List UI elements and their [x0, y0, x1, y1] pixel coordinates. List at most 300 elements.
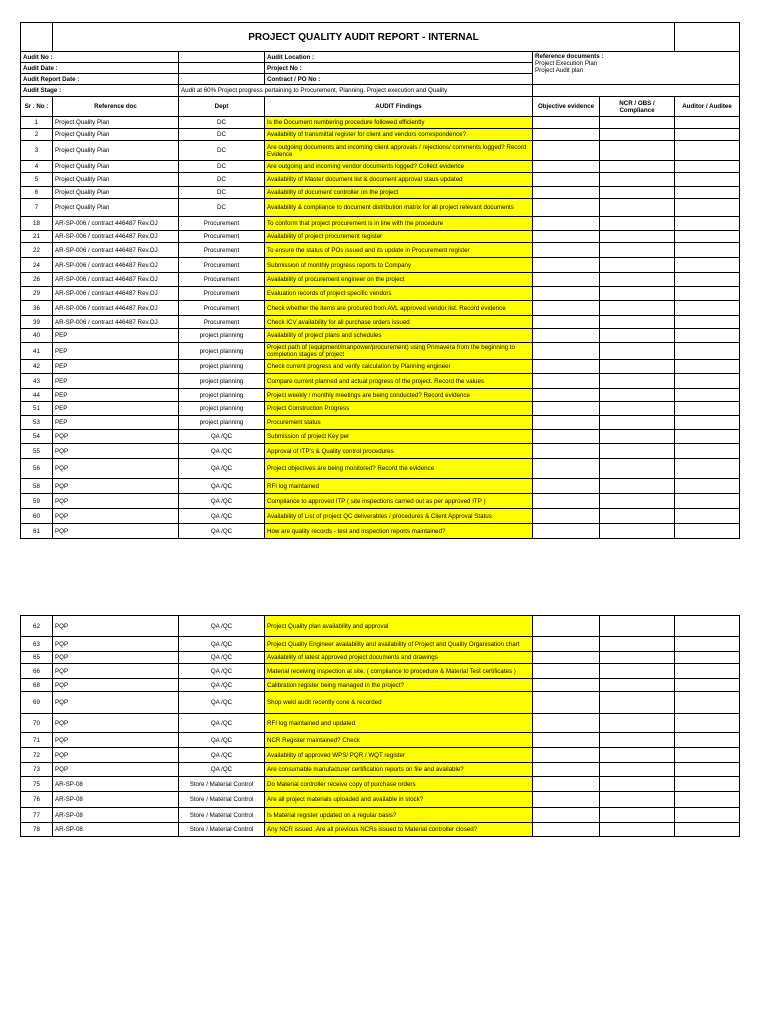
- row-reference: PEP: [53, 389, 179, 402]
- row-audit-finding: To conform that project procurement is in line with the procedure: [265, 217, 533, 231]
- row-auditor: [675, 792, 740, 808]
- row-objective-evidence: [533, 777, 600, 792]
- row-ncr-status: [600, 173, 675, 187]
- column-header-auditor: Auditor / Auditee: [675, 97, 740, 117]
- row-objective-evidence: [533, 664, 600, 679]
- row-sr-no: 21: [21, 231, 53, 243]
- table-row: [21, 416, 740, 430]
- row-ncr-status: [600, 479, 675, 494]
- row-dept: Store / Material Control: [179, 777, 265, 792]
- table-row: [21, 652, 740, 664]
- row-objective-evidence: [533, 637, 600, 652]
- table-row: [21, 714, 740, 733]
- row-ncr-status: [600, 141, 675, 161]
- row-ncr-status: [600, 389, 675, 402]
- row-sr-no: 62: [21, 616, 53, 637]
- table-row: [21, 316, 740, 329]
- row-ncr-status: [600, 301, 675, 316]
- row-sr-no: 53: [21, 416, 53, 430]
- row-reference: PQP: [53, 444, 179, 459]
- row-dept: DC: [179, 141, 265, 161]
- row-dept: Store / Material Control: [179, 808, 265, 823]
- row-reference: PEP: [53, 416, 179, 430]
- row-auditor: [675, 217, 740, 231]
- row-reference: PQP: [53, 430, 179, 444]
- row-sr-no: 4: [21, 161, 53, 173]
- row-reference: AR-SP-006 / contract 446487 Rev.OJ: [53, 287, 179, 301]
- table-row: [21, 792, 740, 808]
- row-audit-finding: To ensure the status of POs issued and its update in Procurement register: [265, 243, 533, 258]
- row-reference: Project Quality Plan: [53, 161, 179, 173]
- row-auditor: [675, 509, 740, 524]
- row-dept: Procurement: [179, 243, 265, 258]
- audit-no-label: Audit No :: [21, 52, 179, 63]
- row-sr-no: 71: [21, 733, 53, 748]
- row-sr-no: 59: [21, 494, 53, 509]
- table-row: [21, 430, 740, 444]
- row-auditor: [675, 777, 740, 792]
- row-dept: QA /QC: [179, 692, 265, 714]
- row-auditor: [675, 329, 740, 343]
- row-audit-finding: Availability of project plans and schedules: [265, 329, 533, 343]
- row-objective-evidence: [533, 509, 600, 524]
- row-audit-finding: Availability & compliance to document distribution matrix for all project relevant documents: [265, 199, 533, 217]
- table-row: [21, 459, 740, 479]
- row-objective-evidence: [533, 524, 600, 539]
- row-objective-evidence: [533, 301, 600, 316]
- row-audit-finding: Evaluation records of project specific vendors: [265, 287, 533, 301]
- row-dept: QA /QC: [179, 714, 265, 733]
- row-ncr-status: [600, 231, 675, 243]
- row-dept: QA /QC: [179, 430, 265, 444]
- row-ncr-status: [600, 664, 675, 679]
- row-audit-finding: Availability of procurement engineer on the project: [265, 273, 533, 287]
- row-sr-no: 6: [21, 187, 53, 199]
- row-audit-finding: Project weekly / monthly meetings are being conducted? Record evidence: [265, 389, 533, 402]
- row-audit-finding: Availability of List of project QC deliverables / procedures & Client Approval Status: [265, 509, 533, 524]
- row-reference: PQP: [53, 733, 179, 748]
- row-sr-no: 60: [21, 509, 53, 524]
- row-reference: PQP: [53, 714, 179, 733]
- row-auditor: [675, 679, 740, 692]
- row-dept: project planning: [179, 374, 265, 389]
- row-dept: QA /QC: [179, 748, 265, 763]
- row-sr-no: 72: [21, 748, 53, 763]
- row-reference: PQP: [53, 652, 179, 664]
- title-right-cell: [675, 23, 740, 52]
- row-auditor: [675, 430, 740, 444]
- table-row: [21, 402, 740, 416]
- table-row: [21, 616, 740, 637]
- row-ncr-status: [600, 316, 675, 329]
- row-dept: Store / Material Control: [179, 823, 265, 837]
- row-objective-evidence: [533, 161, 600, 173]
- row-auditor: [675, 416, 740, 430]
- contract-po-label: Contract / PO No :: [265, 74, 533, 85]
- row-ncr-status: [600, 329, 675, 343]
- row-auditor: [675, 402, 740, 416]
- row-ncr-status: [600, 823, 675, 837]
- row-sr-no: 56: [21, 459, 53, 479]
- table-row: [21, 329, 740, 343]
- table-row: [21, 258, 740, 273]
- row-dept: Procurement: [179, 316, 265, 329]
- row-auditor: [675, 494, 740, 509]
- row-dept: DC: [179, 161, 265, 173]
- row-sr-no: 65: [21, 652, 53, 664]
- table-row: [21, 301, 740, 316]
- row-auditor: [675, 637, 740, 652]
- table-row: [21, 217, 740, 231]
- row-objective-evidence: [533, 430, 600, 444]
- row-sr-no: 63: [21, 637, 53, 652]
- row-dept: QA /QC: [179, 637, 265, 652]
- row-sr-no: 2: [21, 129, 53, 141]
- row-audit-finding: Availability of approved WPS/ PQR / WQT register: [265, 748, 533, 763]
- column-header-dept: Dept: [179, 97, 265, 117]
- row-ncr-status: [600, 763, 675, 777]
- row-objective-evidence: [533, 389, 600, 402]
- row-ncr-status: [600, 714, 675, 733]
- row-objective-evidence: [533, 258, 600, 273]
- row-ncr-status: [600, 777, 675, 792]
- row-reference: PQP: [53, 459, 179, 479]
- row-sr-no: 40: [21, 329, 53, 343]
- row-audit-finding: Availability of Master document list & document approval staus updated: [265, 173, 533, 187]
- row-objective-evidence: [533, 199, 600, 217]
- row-reference: PEP: [53, 360, 179, 374]
- row-auditor: [675, 231, 740, 243]
- row-objective-evidence: [533, 823, 600, 837]
- row-objective-evidence: [533, 479, 600, 494]
- table-row: [21, 823, 740, 837]
- row-reference: Project Quality Plan: [53, 199, 179, 217]
- table-row: [21, 494, 740, 509]
- row-sr-no: 41: [21, 343, 53, 360]
- row-auditor: [675, 343, 740, 360]
- row-dept: project planning: [179, 416, 265, 430]
- row-reference: PQP: [53, 524, 179, 539]
- row-dept: Procurement: [179, 231, 265, 243]
- row-ncr-status: [600, 444, 675, 459]
- row-audit-finding: Availability of project procurement register: [265, 231, 533, 243]
- row-auditor: [675, 524, 740, 539]
- row-audit-finding: Are outgoing documents and incoming client approvals / rejections/ comments logged? Record Evidence: [265, 141, 533, 161]
- audit-rows-page-2: [21, 616, 740, 837]
- row-dept: QA /QC: [179, 652, 265, 664]
- row-objective-evidence: [533, 343, 600, 360]
- row-dept: project planning: [179, 329, 265, 343]
- row-audit-finding: Compare current planned and actual progress of the project. Record the values: [265, 374, 533, 389]
- row-auditor: [675, 479, 740, 494]
- row-ncr-status: [600, 430, 675, 444]
- table-row: [21, 637, 740, 652]
- row-objective-evidence: [533, 374, 600, 389]
- row-reference: Project Quality Plan: [53, 129, 179, 141]
- row-ncr-status: [600, 187, 675, 199]
- row-sr-no: 22: [21, 243, 53, 258]
- table-row: [21, 187, 740, 199]
- row-dept: DC: [179, 187, 265, 199]
- row-dept: Procurement: [179, 301, 265, 316]
- row-objective-evidence: [533, 459, 600, 479]
- row-audit-finding: NCR Register maintained? Check: [265, 733, 533, 748]
- table-row: [21, 777, 740, 792]
- audit-location-label: Audit Location :: [265, 52, 533, 63]
- table-row: [21, 479, 740, 494]
- row-dept: Procurement: [179, 217, 265, 231]
- row-ncr-status: [600, 161, 675, 173]
- audit-stage-blank: [533, 85, 740, 97]
- row-objective-evidence: [533, 316, 600, 329]
- row-sr-no: 36: [21, 301, 53, 316]
- row-sr-no: 73: [21, 763, 53, 777]
- title-left-cell: [21, 23, 53, 52]
- row-auditor: [675, 316, 740, 329]
- row-audit-finding: RFI log maintained and updated: [265, 714, 533, 733]
- row-reference: PQP: [53, 748, 179, 763]
- row-objective-evidence: [533, 217, 600, 231]
- row-ncr-status: [600, 199, 675, 217]
- row-sr-no: 78: [21, 823, 53, 837]
- row-objective-evidence: [533, 733, 600, 748]
- row-sr-no: 61: [21, 524, 53, 539]
- table-row: [21, 509, 740, 524]
- row-ncr-status: [600, 258, 675, 273]
- row-audit-finding: Check whether the items are procured from AVL approved vendor list. Record evidence: [265, 301, 533, 316]
- row-sr-no: 69: [21, 692, 53, 714]
- row-ncr-status: [600, 129, 675, 141]
- row-auditor: [675, 389, 740, 402]
- row-auditor: [675, 243, 740, 258]
- row-auditor: [675, 374, 740, 389]
- row-objective-evidence: [533, 748, 600, 763]
- row-dept: project planning: [179, 360, 265, 374]
- table-row: [21, 374, 740, 389]
- row-dept: DC: [179, 129, 265, 141]
- row-audit-finding: Project path of (equipment/manpower/procurement) using Primavera from the beginning to completion stages of project: [265, 343, 533, 360]
- row-audit-finding: Procurement status: [265, 416, 533, 430]
- row-sr-no: 66: [21, 664, 53, 679]
- row-reference: AR-SP-08: [53, 792, 179, 808]
- column-header-sr-no: Sr . No :: [21, 97, 53, 117]
- row-objective-evidence: [533, 360, 600, 374]
- row-auditor: [675, 129, 740, 141]
- row-ncr-status: [600, 616, 675, 637]
- row-auditor: [675, 161, 740, 173]
- row-audit-finding: Project Quality plan availability and approval: [265, 616, 533, 637]
- row-reference: AR-SP-006 / contract 446487 Rev.OJ: [53, 273, 179, 287]
- row-reference: PQP: [53, 616, 179, 637]
- row-sr-no: 3: [21, 141, 53, 161]
- row-reference: PEP: [53, 402, 179, 416]
- row-auditor: [675, 808, 740, 823]
- audit-date-label: Audit Date :: [21, 63, 179, 74]
- row-auditor: [675, 714, 740, 733]
- row-audit-finding: Project objectives are being monitored? Record the evidence: [265, 459, 533, 479]
- row-dept: DC: [179, 173, 265, 187]
- row-objective-evidence: [533, 494, 600, 509]
- row-reference: PQP: [53, 763, 179, 777]
- row-sr-no: 58: [21, 479, 53, 494]
- row-dept: QA /QC: [179, 664, 265, 679]
- row-audit-finding: Are outgoing and incoming vendor documents logged? Collect evidence: [265, 161, 533, 173]
- row-objective-evidence: [533, 141, 600, 161]
- table-row: [21, 808, 740, 823]
- row-audit-finding: Approval of ITP's & Quality control procedures: [265, 444, 533, 459]
- row-ncr-status: [600, 679, 675, 692]
- column-header-findings: AUDIT Findings: [265, 97, 533, 117]
- row-dept: project planning: [179, 389, 265, 402]
- audit-stage-value: Audit at 60% Project progress pertaining to Procurement, Planning, Project execution and Quality: [179, 85, 533, 97]
- table-row: [21, 173, 740, 187]
- table-row: [21, 692, 740, 714]
- row-audit-finding: How are quality records - test and inspection reports maintained?: [265, 524, 533, 539]
- row-auditor: [675, 748, 740, 763]
- table-row: [21, 199, 740, 217]
- row-audit-finding: Are all project materials uploaded and available in stock?: [265, 792, 533, 808]
- row-audit-finding: Availability of transmittal register for client and vendors correspondence?: [265, 129, 533, 141]
- row-objective-evidence: [533, 273, 600, 287]
- row-auditor: [675, 459, 740, 479]
- row-ncr-status: [600, 792, 675, 808]
- table-row: [21, 524, 740, 539]
- row-auditor: [675, 141, 740, 161]
- row-objective-evidence: [533, 287, 600, 301]
- audit-report-date-value: [179, 74, 265, 85]
- row-reference: AR-SP-006 / contract 446487 Rev.OJ: [53, 231, 179, 243]
- row-audit-finding: Do Material controller receive copy of purchase orders: [265, 777, 533, 792]
- row-reference: AR-SP-006 / contract 446487 Rev.OJ: [53, 258, 179, 273]
- row-ncr-status: [600, 217, 675, 231]
- row-objective-evidence: [533, 679, 600, 692]
- row-auditor: [675, 692, 740, 714]
- row-audit-finding: Project Quality Engineer availability and availability of Project and Quality Organisation chart: [265, 637, 533, 652]
- row-auditor: [675, 199, 740, 217]
- table-row: [21, 161, 740, 173]
- table-row: [21, 287, 740, 301]
- row-audit-finding: RFI log maintained: [265, 479, 533, 494]
- row-sr-no: 51: [21, 402, 53, 416]
- row-sr-no: 42: [21, 360, 53, 374]
- row-ncr-status: [600, 509, 675, 524]
- row-reference: PEP: [53, 329, 179, 343]
- row-dept: QA /QC: [179, 616, 265, 637]
- row-audit-finding: Check ICV availability for all purchase orders issued: [265, 316, 533, 329]
- row-reference: Project Quality Plan: [53, 117, 179, 129]
- row-sr-no: 5: [21, 173, 53, 187]
- row-reference: AR-SP-08: [53, 777, 179, 792]
- row-objective-evidence: [533, 692, 600, 714]
- table-row: [21, 141, 740, 161]
- row-objective-evidence: [533, 792, 600, 808]
- row-objective-evidence: [533, 808, 600, 823]
- row-audit-finding: Is Material register updated on a regular basis?: [265, 808, 533, 823]
- row-ncr-status: [600, 748, 675, 763]
- table-row: [21, 243, 740, 258]
- row-reference: AR-SP-006 / contract 446487 Rev.OJ: [53, 243, 179, 258]
- row-auditor: [675, 652, 740, 664]
- row-auditor: [675, 273, 740, 287]
- row-dept: Store / Material Control: [179, 792, 265, 808]
- row-dept: QA /QC: [179, 459, 265, 479]
- row-reference: AR-SP-006 / contract 446487 Rev.OJ: [53, 301, 179, 316]
- audit-no-value: [179, 52, 265, 63]
- row-reference: PQP: [53, 664, 179, 679]
- row-sr-no: 75: [21, 777, 53, 792]
- row-objective-evidence: [533, 714, 600, 733]
- row-audit-finding: Submission of project Key per: [265, 430, 533, 444]
- row-auditor: [675, 287, 740, 301]
- row-dept: project planning: [179, 402, 265, 416]
- row-ncr-status: [600, 637, 675, 652]
- row-ncr-status: [600, 287, 675, 301]
- row-objective-evidence: [533, 329, 600, 343]
- row-dept: Procurement: [179, 273, 265, 287]
- row-auditor: [675, 258, 740, 273]
- column-header-reference: Reference doc: [53, 97, 179, 117]
- table-row: [21, 389, 740, 402]
- row-auditor: [675, 444, 740, 459]
- table-row: [21, 763, 740, 777]
- row-objective-evidence: [533, 616, 600, 637]
- row-dept: QA /QC: [179, 494, 265, 509]
- row-auditor: [675, 616, 740, 637]
- audit-table-page-1: [20, 22, 740, 539]
- row-sr-no: 1: [21, 117, 53, 129]
- row-auditor: [675, 301, 740, 316]
- row-auditor: [675, 173, 740, 187]
- row-auditor: [675, 360, 740, 374]
- row-audit-finding: Calibration register being managed in the project?: [265, 679, 533, 692]
- row-sr-no: 76: [21, 792, 53, 808]
- row-reference: AR-SP-006 / contract 446487 Rev.OJ: [53, 316, 179, 329]
- row-objective-evidence: [533, 173, 600, 187]
- table-row: [21, 748, 740, 763]
- row-ncr-status: [600, 273, 675, 287]
- row-sr-no: 24: [21, 258, 53, 273]
- reference-document-item: Project Audit plan: [535, 67, 584, 74]
- row-sr-no: 29: [21, 287, 53, 301]
- row-audit-finding: Availability of document controller on the project: [265, 187, 533, 199]
- row-reference: PQP: [53, 692, 179, 714]
- row-objective-evidence: [533, 187, 600, 199]
- row-objective-evidence: [533, 402, 600, 416]
- row-ncr-status: [600, 360, 675, 374]
- row-dept: DC: [179, 117, 265, 129]
- row-ncr-status: [600, 243, 675, 258]
- row-ncr-status: [600, 652, 675, 664]
- row-dept: QA /QC: [179, 444, 265, 459]
- row-reference: AR-SP-006 / contract 446487 Rev.OJ: [53, 217, 179, 231]
- row-auditor: [675, 823, 740, 837]
- row-objective-evidence: [533, 231, 600, 243]
- row-ncr-status: [600, 494, 675, 509]
- row-sr-no: 77: [21, 808, 53, 823]
- row-reference: AR-SP-08: [53, 823, 179, 837]
- reference-documents-label: Reference documents :: [535, 53, 604, 60]
- row-objective-evidence: [533, 243, 600, 258]
- row-ncr-status: [600, 808, 675, 823]
- row-ncr-status: [600, 524, 675, 539]
- row-reference: AR-SP-08: [53, 808, 179, 823]
- row-sr-no: 26: [21, 273, 53, 287]
- row-ncr-status: [600, 733, 675, 748]
- row-dept: QA /QC: [179, 479, 265, 494]
- row-dept: DC: [179, 199, 265, 217]
- column-header-ncr: NCR / OBS / Compliance: [600, 97, 675, 117]
- row-reference: PQP: [53, 509, 179, 524]
